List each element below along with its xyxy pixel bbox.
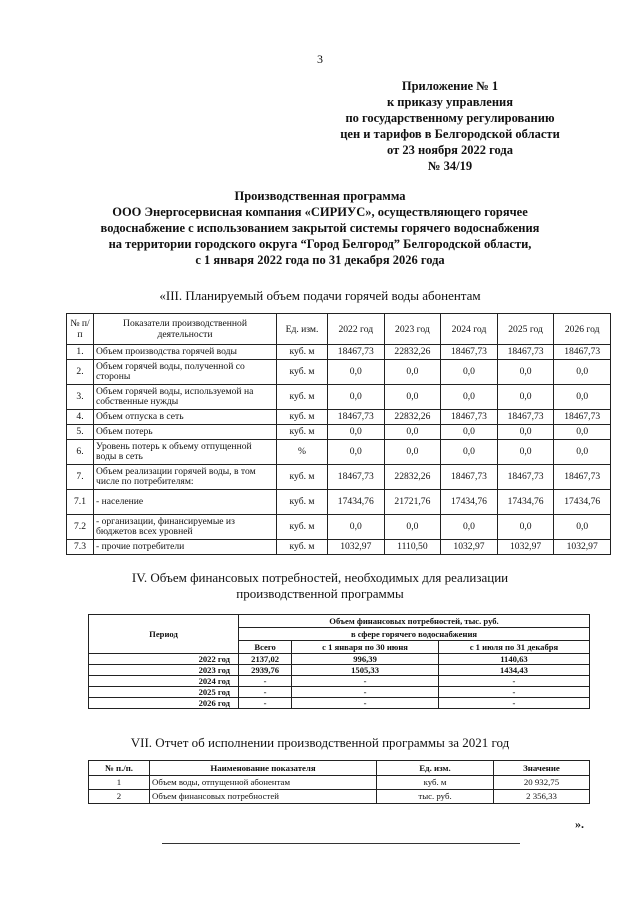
half2-header: с 1 июля по 31 декабря [438, 641, 589, 654]
table-cell: 17434,76 [441, 490, 498, 515]
col-header: Значение [494, 761, 590, 776]
table-cell: 22832,26 [384, 345, 441, 360]
table-cell: 0,0 [328, 515, 385, 540]
col-header: 2023 год [384, 314, 441, 345]
table-cell: 0,0 [328, 425, 385, 440]
financial-needs-table [88, 614, 590, 709]
table-row [67, 465, 611, 490]
appendix-header [300, 78, 600, 174]
section4-title-line: IV. Объем финансовых потребностей, необходимых для реализации [131, 570, 509, 585]
program-title-line: водоснабжение с использованием закрытой системы горячего водоснабжения [100, 221, 540, 235]
table-cell: 0,0 [497, 425, 554, 440]
financial-main-header: Объем финансовых потребностей, тыс. руб. [239, 615, 590, 628]
table-cell: 2939,76 [239, 665, 292, 676]
table-cell: - [239, 676, 292, 687]
table-cell: 5. [67, 425, 94, 440]
table-row [89, 654, 590, 665]
table-cell: 1032,97 [441, 540, 498, 555]
table-cell: - [438, 698, 589, 709]
table-cell: 1 [89, 776, 150, 790]
table-cell: 18467,73 [497, 410, 554, 425]
table-cell: куб. м [277, 385, 328, 410]
table-cell: 0,0 [384, 385, 441, 410]
report-table-body [89, 776, 590, 804]
table-cell: 0,0 [384, 360, 441, 385]
table-cell: 2 [89, 790, 150, 804]
planned-volume-table [66, 313, 611, 555]
appendix-line: от 23 ноября 2022 года [387, 143, 513, 157]
table-cell: 21721,76 [384, 490, 441, 515]
table-cell: куб. м [277, 465, 328, 490]
col-header: Наименование показателя [150, 761, 377, 776]
table-cell: - [292, 676, 439, 687]
table-cell: Объем горячей воды, полученной со стороны [94, 360, 277, 385]
table-row [67, 360, 611, 385]
planned-volume-table-body [67, 345, 611, 555]
table-cell: - [438, 676, 589, 687]
table-row [89, 790, 590, 804]
table-cell: 0,0 [554, 515, 611, 540]
appendix-line: к приказу управления [386, 95, 514, 109]
table-cell: 2025 год [89, 687, 239, 698]
table-cell: 2023 год [89, 665, 239, 676]
table-cell: - население [94, 490, 277, 515]
table-cell: 18467,73 [328, 410, 385, 425]
section4-title-line: производственной программы [236, 586, 404, 601]
table-cell: - прочие потребители [94, 540, 277, 555]
table-cell: 0,0 [554, 440, 611, 465]
period-header: Период [89, 615, 239, 654]
table-cell: 0,0 [384, 440, 441, 465]
table-cell: 2022 год [89, 654, 239, 665]
table-row [89, 776, 590, 790]
table-cell: куб. м [277, 345, 328, 360]
table-cell: 1140,63 [438, 654, 589, 665]
table-cell: 1032,97 [328, 540, 385, 555]
table-row [67, 540, 611, 555]
table-cell: 18467,73 [328, 465, 385, 490]
table-cell: 22832,26 [384, 410, 441, 425]
page-number: 3 [317, 52, 323, 66]
table-row [67, 440, 611, 465]
program-title-line: на территории городского округа “Город Белгород” Белгородской области, [108, 237, 532, 251]
table-cell: 4. [67, 410, 94, 425]
col-header: Ед. изм. [277, 314, 328, 345]
signature-divider [162, 843, 520, 844]
table-cell: - [239, 698, 292, 709]
table-cell: 0,0 [328, 440, 385, 465]
table-cell: - [292, 687, 439, 698]
table-row [89, 698, 590, 709]
table-cell: 7.2 [67, 515, 94, 540]
col-header: Показатели производственной деятельности [94, 314, 277, 345]
appendix-line: цен и тарифов в Белгородской области [340, 127, 560, 141]
appendix-line: Приложение № 1 [401, 79, 499, 93]
table-cell: - [292, 698, 439, 709]
financial-sub-header: в сфере горячего водоснабжения [239, 628, 590, 641]
table-row [67, 385, 611, 410]
table-cell: 0,0 [441, 425, 498, 440]
table-cell: 1110,50 [384, 540, 441, 555]
col-header: Ед. изм. [377, 761, 494, 776]
table-cell: куб. м [277, 425, 328, 440]
col-header: 2024 год [441, 314, 498, 345]
table-cell: 2 356,33 [494, 790, 590, 804]
table-cell: Объем производства горячей воды [94, 345, 277, 360]
table-cell: 0,0 [554, 385, 611, 410]
table-cell: 1032,97 [497, 540, 554, 555]
table-cell: 17434,76 [554, 490, 611, 515]
half1-header: с 1 января по 30 июня [292, 641, 439, 654]
table-cell: 0,0 [497, 440, 554, 465]
table-cell: 0,0 [554, 360, 611, 385]
table-header-row [89, 761, 590, 776]
table-cell: 17434,76 [328, 490, 385, 515]
table-cell: 18467,73 [497, 345, 554, 360]
table-cell: 20 932,75 [494, 776, 590, 790]
table-cell: 2137,02 [239, 654, 292, 665]
section3-title: «III. Планируемый объем подачи горячей воды абонентам [159, 288, 481, 303]
table-cell: 0,0 [441, 515, 498, 540]
table-cell: 996,39 [292, 654, 439, 665]
table-cell: 0,0 [328, 385, 385, 410]
closing-quote: ». [575, 817, 584, 831]
col-header: № п./п. [89, 761, 150, 776]
table-cell: 0,0 [384, 515, 441, 540]
table-header-row [67, 314, 611, 345]
table-cell: % [277, 440, 328, 465]
table-cell: 0,0 [554, 425, 611, 440]
table-cell: 7.1 [67, 490, 94, 515]
table-cell: - [438, 687, 589, 698]
table-cell: Объем потерь [94, 425, 277, 440]
program-title-line: с 1 января 2022 года по 31 декабря 2026 года [195, 253, 445, 267]
table-cell: - организации, финансируемые из бюджетов всех уровней [94, 515, 277, 540]
table-cell: 1434,43 [438, 665, 589, 676]
table-row [67, 425, 611, 440]
table-cell: 18467,73 [554, 410, 611, 425]
table-cell: 0,0 [441, 360, 498, 385]
table-cell: куб. м [277, 490, 328, 515]
table-cell: Объем финансовых потребностей [150, 790, 377, 804]
section4-title [0, 570, 640, 602]
table-row [89, 665, 590, 676]
table-cell: 1032,97 [554, 540, 611, 555]
table-cell: 1505,33 [292, 665, 439, 676]
table-cell: 7. [67, 465, 94, 490]
table-cell: тыс. руб. [377, 790, 494, 804]
table-cell: куб. м [277, 360, 328, 385]
table-row [67, 345, 611, 360]
table-cell: Объем горячей воды, используемой на собственные нужды [94, 385, 277, 410]
col-header: № п/п [67, 314, 94, 345]
total-header: Всего [239, 641, 292, 654]
table-cell: 0,0 [441, 440, 498, 465]
table-cell: Объем воды, отпущенной абонентам [150, 776, 377, 790]
table-cell: 18467,73 [441, 345, 498, 360]
table-row [67, 490, 611, 515]
table-cell: 0,0 [497, 360, 554, 385]
table-cell: 18467,73 [441, 410, 498, 425]
table-cell: куб. м [277, 515, 328, 540]
table-cell: куб. м [277, 540, 328, 555]
table-cell: куб. м [277, 410, 328, 425]
table-cell: 0,0 [441, 385, 498, 410]
table-cell: 1. [67, 345, 94, 360]
table-cell: Уровень потерь к объему отпущенной воды в сеть [94, 440, 277, 465]
table-cell: 18467,73 [497, 465, 554, 490]
table-cell: 0,0 [497, 385, 554, 410]
table-cell: 3. [67, 385, 94, 410]
table-row [67, 410, 611, 425]
col-header: 2022 год [328, 314, 385, 345]
table-cell: 18467,73 [328, 345, 385, 360]
col-header: 2025 год [497, 314, 554, 345]
table-cell: 2. [67, 360, 94, 385]
table-cell: Объем реализации горячей воды, в том числе по потребителям: [94, 465, 277, 490]
table-cell: 0,0 [497, 515, 554, 540]
report-table [88, 760, 590, 804]
section7-title: VII. Отчет об исполнении производственной программы за 2021 год [130, 735, 510, 750]
table-cell: 22832,26 [384, 465, 441, 490]
col-header: 2026 год [554, 314, 611, 345]
table-row [89, 687, 590, 698]
appendix-line: № 34/19 [427, 159, 473, 173]
table-cell: куб. м [377, 776, 494, 790]
financial-needs-table-body [89, 654, 590, 709]
table-header-row [89, 615, 590, 628]
program-title [80, 188, 560, 268]
table-cell: 0,0 [328, 360, 385, 385]
table-cell: 0,0 [384, 425, 441, 440]
table-cell: - [239, 687, 292, 698]
program-title-line: ООО Энергосервисная компания «СИРИУС», осуществляющего горячее [112, 205, 528, 219]
table-cell: 7.3 [67, 540, 94, 555]
appendix-line: по государственному регулированию [345, 111, 555, 125]
table-cell: 18467,73 [441, 465, 498, 490]
table-cell: 2024 год [89, 676, 239, 687]
table-cell: 2026 год [89, 698, 239, 709]
program-title-line: Производственная программа [234, 189, 406, 203]
table-row [89, 676, 590, 687]
table-cell: Объем отпуска в сеть [94, 410, 277, 425]
table-row [67, 515, 611, 540]
table-cell: 18467,73 [554, 345, 611, 360]
table-cell: 17434,76 [497, 490, 554, 515]
table-cell: 6. [67, 440, 94, 465]
table-cell: 18467,73 [554, 465, 611, 490]
